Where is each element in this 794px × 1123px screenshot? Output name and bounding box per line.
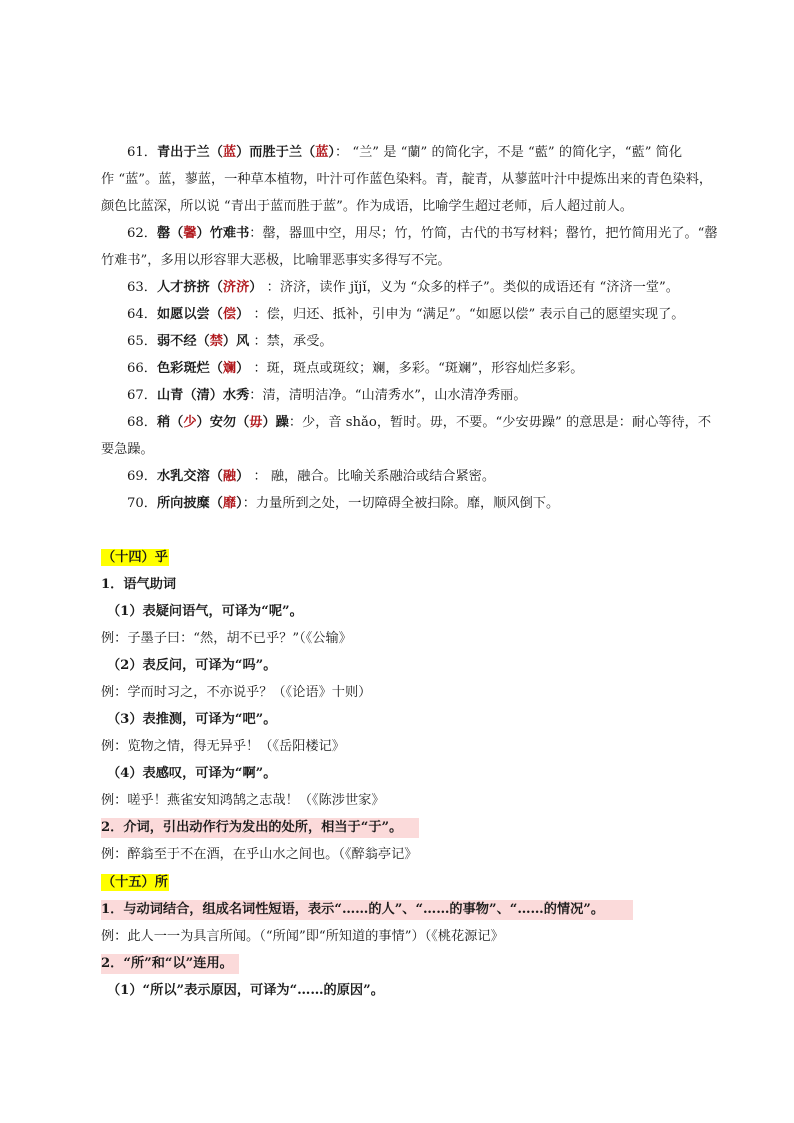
idiom-term: ） <box>236 307 250 322</box>
idiom-term: ）安勿（ <box>196 415 250 430</box>
section-15-sub1: 1．与动词结合，组成名词性短语，表示“……的人”、“……的事物”、“……的情况”。 <box>101 900 633 920</box>
entry-number: 65． <box>127 334 157 349</box>
entry-number: 61． <box>127 145 157 160</box>
section-14-item-4-label: （4）表感叹，可译为“啊”。 <box>107 766 277 781</box>
correct-character: 济济 <box>222 280 250 295</box>
correct-character: 斓 <box>222 361 237 376</box>
idiom-term: 人才挤挤（ <box>156 280 223 295</box>
entry-67 <box>127 386 723 406</box>
correct-character: 偿 <box>222 307 237 322</box>
entry-69 <box>127 467 723 487</box>
section-14-item-1-example: 例：子墨子曰：“然，胡不已乎？”（《公输》 <box>101 631 352 646</box>
section-15-sub1-row <box>101 900 723 920</box>
idiom-term: ）而胜于兰（ <box>236 145 316 160</box>
section-14-item-2-label: （2）表反问，可译为“吗”。 <box>107 658 277 673</box>
entry-number: 68． <box>127 415 157 430</box>
explanation-text: ： 融，融合。比喻关系融洽或结合紧密。 <box>249 469 496 484</box>
idiom-term: 罄（ <box>156 226 184 241</box>
idiom-term: ）竹难书 <box>196 226 250 241</box>
correct-character: 蓝 <box>315 145 329 160</box>
entry-61 <box>127 143 723 163</box>
idiom-term: 如愿以尝（ <box>156 307 223 322</box>
section-15-heading-row <box>101 873 723 893</box>
explanation-text: ：禁，承受。 <box>249 334 333 349</box>
entry-62-continuation: 竹难书”，多用以形容罪大恶极，比喻罪恶事实多得写不完。 <box>101 253 451 268</box>
correct-character: 少 <box>183 415 197 430</box>
section-14-heading: （十四）乎 <box>102 550 168 565</box>
section-14-item-4-example: 例：嗟乎！燕雀安知鸿鹄之志哉！（《陈涉世家》 <box>101 793 385 808</box>
section-14-sub2-example: 例：醉翁至于不在酒，在乎山水之间也。（《醉翁亭记》 <box>101 847 418 862</box>
explanation-text: ：斑，斑点或斑纹；斓，多彩。“斑斓”，形容灿烂多彩。 <box>249 361 584 376</box>
entry-62 <box>127 224 723 244</box>
section-15-sub2-row <box>101 954 723 974</box>
entry-number: 69． <box>127 469 157 484</box>
entry-number: 63． <box>127 280 157 295</box>
idiom-term: 所向披糜（ <box>156 496 223 511</box>
explanation-text: ：偿，归还、抵补，引申为 “满足”。“如愿以偿” 表示自己的愿望实现了。 <box>249 307 685 322</box>
idiom-term: ） <box>249 280 263 295</box>
entry-number: 67． <box>127 388 157 403</box>
explanation-text: ：力量所到之处，一切障碍全被扫除。靡，顺风倒下。 <box>242 496 560 511</box>
section-14-heading-row <box>101 548 723 568</box>
idiom-term: 弱不经（ <box>156 334 210 349</box>
entry-65 <box>127 332 723 352</box>
entry-number: 62． <box>127 226 157 241</box>
idiom-term: ） <box>236 361 250 376</box>
idiom-term: 色彩斑烂（ <box>156 361 223 376</box>
idiom-term: 水乳交溶（ <box>156 469 223 484</box>
section-14-item-3-example: 例：览物之情，得无异乎！（《岳阳楼记》 <box>101 739 345 754</box>
entry-number: 70． <box>127 496 157 511</box>
correct-character: 蓝 <box>222 145 237 160</box>
idiom-term: ）风 <box>222 334 250 349</box>
idiom-term: ） <box>328 145 335 160</box>
section-14-item-1-label: （1）表疑问语气，可译为“呢”。 <box>107 604 303 619</box>
correct-character: 禁 <box>209 334 223 349</box>
entry-number: 64． <box>127 307 157 322</box>
entry-number: 66． <box>127 361 157 376</box>
section-14-sub2-row <box>101 818 723 838</box>
entry-66 <box>127 359 723 379</box>
correct-character: 靡 <box>222 496 237 511</box>
section-15-sub2-item: （1）“所以”表示原因，可译为“……的原因”。 <box>107 983 384 998</box>
idiom-term: 稍（ <box>156 415 184 430</box>
entry-68 <box>127 413 723 433</box>
idiom-term: 青出于兰（ <box>156 145 223 160</box>
explanation-text: ：济济，读作 jǐjǐ，义为 “众多的样子”。类似的成语还有 “济济一堂”。 <box>262 280 679 295</box>
idiom-term: 山青（清）水秀 <box>156 388 250 403</box>
explanation-text: ：少，音 shǎo，暂时。毋，不要。“少安毋躁” 的意思是：耐心等待，不 <box>288 415 712 430</box>
section-15-heading: （十五）所 <box>102 875 168 890</box>
idiom-term: ） <box>236 469 250 484</box>
section-14-item-2-example: 例：学而时习之，不亦说乎？（《论语》十则） <box>101 685 372 700</box>
explanation-text: ： “兰” 是 “蘭” 的简化字，不是 “藍” 的简化字，“藍” 简化 <box>335 145 683 160</box>
entry-70 <box>127 494 723 514</box>
section-15-sub2: 2．“所”和“以”连用。 <box>101 954 239 974</box>
explanation-text: ：罄，器皿中空，用尽；竹，竹简，古代的书写材料；罄竹，把竹简用光了。“罄 <box>249 226 718 241</box>
idiom-term: ）躁 <box>262 415 289 430</box>
idiom-term: ） <box>236 496 243 511</box>
section-14-item-3-label: （3）表推测，可译为“吧”。 <box>107 712 277 727</box>
explanation-text: ：清，清明洁净。“山清秀水”，山水清净秀丽。 <box>249 388 527 403</box>
entry-63 <box>127 278 723 298</box>
entry-61-continuation: 颜色比蓝深，所以说 “青出于蓝而胜于蓝”。作为成语，比喻学生超过老师，后人超过前人。 <box>101 199 633 214</box>
entry-64 <box>127 305 723 325</box>
section-14-sub1: 1．语气助词 <box>101 577 177 592</box>
section-14-sub2: 2．介词，引出动作行为发出的处所，相当于“于”。 <box>101 818 419 838</box>
correct-character: 融 <box>222 469 237 484</box>
correct-character: 馨 <box>183 226 197 241</box>
entry-68-continuation: 要急躁。 <box>101 442 154 457</box>
correct-character: 毋 <box>249 415 263 430</box>
section-15-sub1-example: 例：此人一一为具言所闻。（“所闻”即“所知道的事情”）（《桃花源记》 <box>101 929 504 944</box>
entry-61-continuation: 作 “蓝”。蓝，蓼蓝，一种草本植物，叶汁可作蓝色染料。青，靛青，从蓼蓝叶汁中提炼出来的青色染料， <box>101 172 713 187</box>
